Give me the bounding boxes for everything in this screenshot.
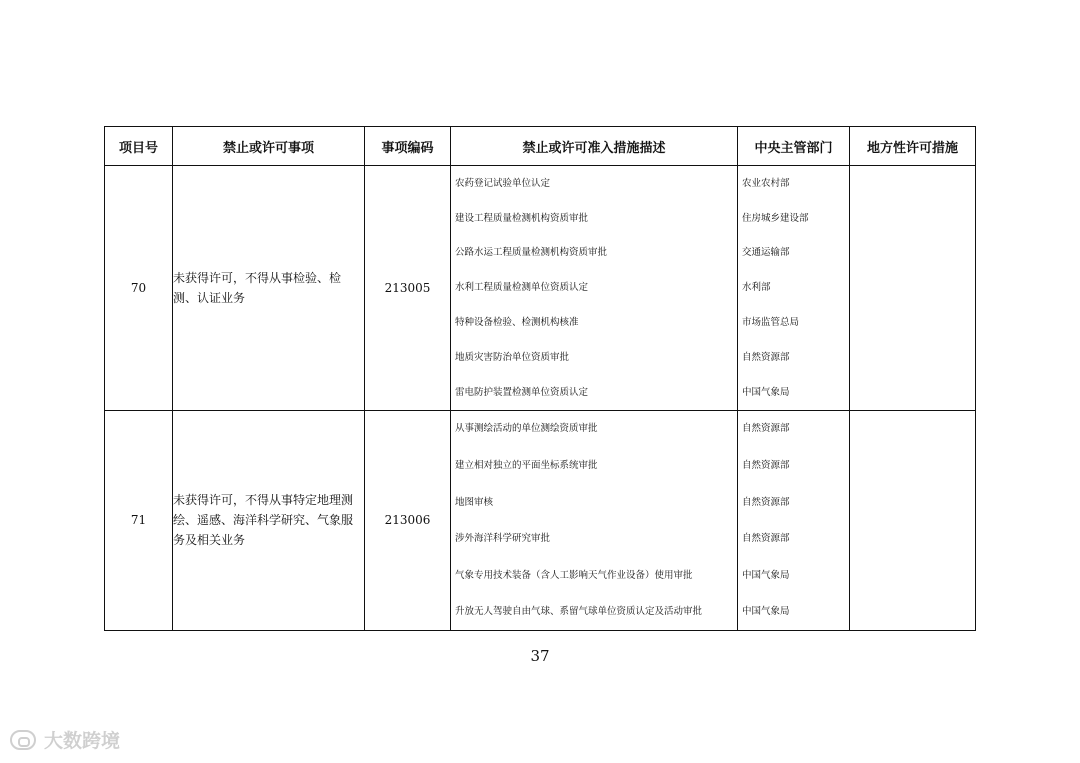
measure-description: 从事测绘活动的单位测绘资质审批 [455,423,598,435]
measure-description: 升放无人驾驶自由气球、系留气球单位资质认定及活动审批 [455,606,703,618]
header-code: 事项编码 [365,127,451,166]
central-department: 住房城乡建设部 [742,212,809,224]
watermark-text: 大数跨境 [44,730,121,752]
header-central-department: 中央主管部门 [738,127,850,166]
watermark [10,726,120,753]
item-code: 213006 [365,410,451,631]
item-number: 71 [105,410,173,631]
measure-description: 特种设备检验、检测机构核准 [455,317,579,329]
header-item-number: 项目号 [105,127,173,166]
table-row [105,166,976,411]
measure-list [451,166,738,411]
central-department: 市场监管总局 [742,317,800,329]
matter-text: 未获得许可，不得从事检验、检测、认证业务 [173,166,365,411]
measure-description: 公路水运工程质量检测机构资质审批 [455,247,608,259]
measure-description: 地图审核 [455,496,494,508]
central-department: 水利部 [742,282,771,294]
measure-description: 建立相对独立的平面坐标系统审批 [455,459,598,471]
central-department: 中国气象局 [742,386,790,398]
table-header-row [105,127,976,166]
department-list [738,166,850,411]
central-department: 农业农村部 [742,177,790,189]
department-list [738,410,850,631]
measure-description: 农药登记试验单位认定 [455,177,551,189]
permit-table [104,126,976,631]
table-row [105,410,976,631]
central-department: 自然资源部 [742,533,790,545]
central-department: 中国气象局 [742,569,790,581]
header-local-measures: 地方性许可措施 [850,127,976,166]
matter-text: 未获得许可，不得从事特定地理测绘、遥感、海洋科学研究、气象服务及相关业务 [173,410,365,631]
measure-description: 建设工程质量检测机构资质审批 [455,212,589,224]
header-measure-description: 禁止或许可准入措施描述 [451,127,738,166]
measure-description: 地质灾害防治单位资质审批 [455,351,570,363]
measure-description: 雷电防护装置检测单位资质认定 [455,386,589,398]
local-measures [850,166,976,411]
central-department: 自然资源部 [742,351,790,363]
page-number: 37 [530,647,550,665]
measure-description: 气象专用技术装备（含人工影响天气作业设备）使用审批 [455,569,693,581]
watermark-logo-icon [10,730,36,750]
central-department: 中国气象局 [742,606,790,618]
central-department: 自然资源部 [742,496,790,508]
measure-description: 涉外海洋科学研究审批 [455,533,551,545]
measure-description: 水利工程质量检测单位资质认定 [455,282,589,294]
item-number: 70 [105,166,173,411]
central-department: 自然资源部 [742,423,790,435]
central-department: 自然资源部 [742,459,790,471]
header-matter: 禁止或许可事项 [173,127,365,166]
local-measures [850,410,976,631]
measure-list [451,410,738,631]
item-code: 213005 [365,166,451,411]
central-department: 交通运输部 [742,247,790,259]
